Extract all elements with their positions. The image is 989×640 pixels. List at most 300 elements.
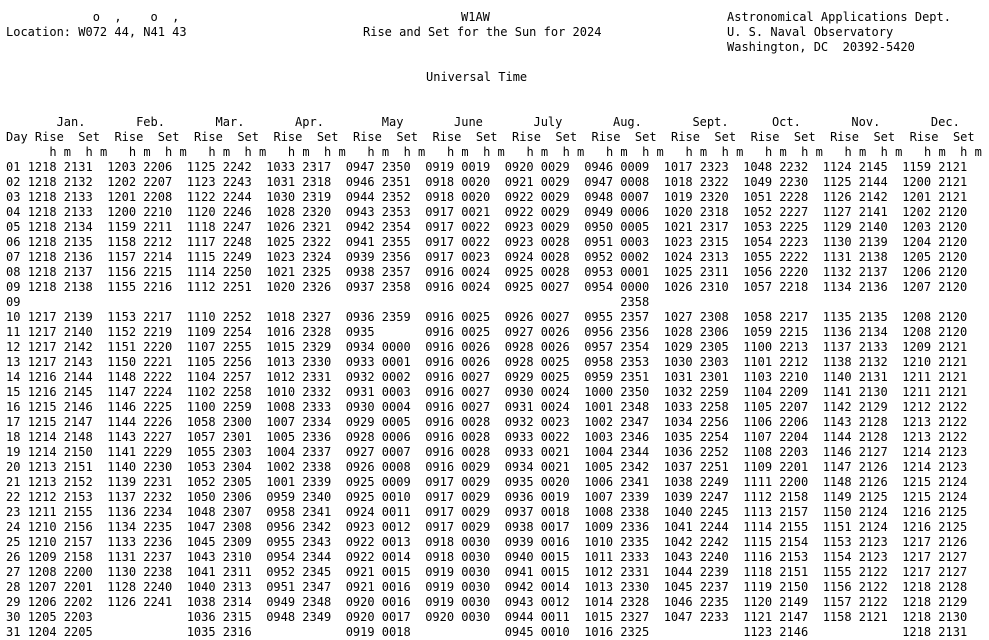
spacer [656,505,663,519]
spacer [815,250,822,264]
spacer [252,610,259,624]
spacer [888,490,895,504]
spacer [888,460,895,474]
spacer [346,130,353,144]
rise-set-cell: 0916 0027 [425,400,491,414]
rise-set-cell: 1107 2204 [743,430,809,444]
spacer [411,520,418,534]
rise-set-cell: 0934 0021 [504,460,570,474]
location: Location: W072 44, N41 43 [6,25,187,39]
rise-set-cell: 0946 0009 [584,160,650,174]
spacer [93,445,100,459]
rise-set-cell: 1118 2151 [743,565,809,579]
spacer [497,235,504,249]
spacer [93,475,100,489]
rise-set-cell: 1205 2120 [902,250,968,264]
rise-set-cell: 1107 2255 [186,340,252,354]
rise-units-6: h m [446,145,469,159]
spacer [967,370,974,384]
day-number: 24 [6,520,21,534]
spacer [179,220,186,234]
spacer [815,400,822,414]
spacer [179,190,186,204]
rise-set-cell: 1016 2328 [266,325,332,339]
rise-set-cell: 1206 2120 [902,265,968,279]
spacer [179,595,186,609]
rise-set-cell: 1158 2121 [822,610,888,624]
spacer [729,280,736,294]
rise-set-cell: 1157 2214 [107,250,173,264]
spacer [967,205,974,219]
spacer [382,130,396,144]
rise-set-cell: 1159 2121 [902,160,968,174]
spacer [338,250,345,264]
spacer [20,235,27,249]
spacer [252,460,259,474]
rise-units-7: h m [526,145,549,159]
rise-set-cell: 0928 0006 [345,430,411,444]
spacer [888,235,895,249]
spacer [570,205,577,219]
rise-set-cell: 0916 0025 [425,325,491,339]
rise-set-cell: 0921 0029 [504,175,570,189]
rise-set-cell: 0917 0021 [425,205,491,219]
rise-set-cell: 0935 [345,325,411,339]
spacer [888,160,895,174]
day-number: 16 [6,400,21,414]
spacer [497,370,504,384]
spacer [252,520,259,534]
spacer [497,175,504,189]
spacer [497,205,504,219]
table-row [6,355,968,370]
rise-set-cell: 1155 2122 [822,565,888,579]
spacer [816,130,823,144]
rise-set-cell: 1026 2310 [663,280,729,294]
spacer [20,190,27,204]
rise-set-cell: 1054 2223 [743,235,809,249]
spacer [967,580,974,594]
rise-set-cell: 1025 2311 [663,265,729,279]
spacer [179,340,186,354]
spacer [338,340,345,354]
rise-set-cell: 0921 0016 [345,580,411,594]
spacer [20,535,27,549]
spacer [570,505,577,519]
rise-set-cell: 1020 2326 [266,280,332,294]
spacer [570,280,577,294]
spacer [338,415,345,429]
spacer [179,520,186,534]
spacer [967,325,974,339]
spacer [497,415,504,429]
spacer [657,130,664,144]
spacer [888,595,895,609]
day-number: 23 [6,505,21,519]
rise-set-cell: 1142 2129 [822,400,888,414]
spacer [93,490,100,504]
set-header-10: Set [793,130,816,144]
rise-set-cell: 0929 0005 [345,415,411,429]
rise-set-cell: 1138 2132 [822,355,888,369]
spacer [729,550,736,564]
spacer [497,430,504,444]
rise-set-cell: 1143 2227 [107,430,173,444]
rise-set-cell: 1044 2239 [663,565,729,579]
rise-header-3: Rise [193,130,223,144]
spacer [411,535,418,549]
day-number: 03 [6,190,21,204]
spacer [497,475,504,489]
rise-set-cell: 0950 0005 [584,220,650,234]
rise-set-cell: 1045 2309 [186,535,252,549]
rise-set-cell: 1131 2237 [107,550,173,564]
rise-set-cell: 1104 2257 [186,370,252,384]
table-row [6,430,968,445]
spacer [20,280,27,294]
rise-set-cell: 0958 2353 [584,355,650,369]
spacer [179,325,186,339]
spacer [114,145,128,159]
rise-set-cell: 1025 2322 [266,235,332,249]
table-row [6,415,968,430]
spacer [888,250,895,264]
rise-set-cell: 1055 2222 [743,250,809,264]
spacer [252,445,259,459]
spacer [967,190,974,204]
spacer [338,445,345,459]
rise-set-cell: 1140 2131 [822,370,888,384]
spacer [273,145,287,159]
set-units-10: h m [801,145,823,159]
rise-set-cell: 1028 2320 [266,205,332,219]
spacer [20,550,27,564]
rise-set-cell: 0959 2351 [584,370,650,384]
spacer [967,220,974,234]
rise-units-11: h m [844,145,867,159]
observatory-address: Washington, DC 20392-5420 [727,40,915,54]
rise-set-cell: 1208 2200 [27,565,93,579]
rise-set-cell: 1010 2332 [266,385,332,399]
rise-set-cell: 1152 2219 [107,325,173,339]
rise-set-cell: 1215 2124 [902,475,968,489]
set-header-3: Set [237,130,259,144]
rise-set-cell: 0920 0029 [504,160,570,174]
spacer [620,130,634,144]
rise-set-cell: 1216 2125 [902,520,968,534]
rise-set-cell: 1042 2242 [663,535,729,549]
spacer [179,490,186,504]
spacer [830,145,844,159]
spacer [656,460,663,474]
spacer [411,295,418,309]
spacer [497,565,504,579]
spacer [252,295,259,309]
rise-set-cell: 0925 0028 [504,265,570,279]
table-row [6,625,968,640]
spacer [729,310,736,324]
rise-set-cell: 0944 2352 [345,190,411,204]
rise-set-cell: 1112 2251 [186,280,252,294]
spacer [20,265,27,279]
rise-set-cell: 1009 2336 [584,520,650,534]
rise-set-cell: 0939 0016 [504,535,570,549]
spacer [411,595,418,609]
rise-set-cell [28,295,93,309]
rise-set-cell: 1031 2318 [266,175,332,189]
rise-set-cell: 1127 2141 [822,205,888,219]
rise-set-cell: 1141 2130 [822,385,888,399]
spacer [20,460,27,474]
spacer [729,610,736,624]
spacer [498,130,505,144]
set-header-12: Set [952,130,975,144]
table-row [6,175,968,190]
spacer [497,400,504,414]
spacer [570,160,577,174]
spacer [823,130,830,144]
spacer [411,205,418,219]
rise-set-cell: 1112 2158 [743,490,809,504]
rise-set-cell: 1003 2346 [584,430,650,444]
spacer [787,145,801,159]
spacer [656,310,663,324]
spacer [729,565,736,579]
rise-set-cell: 0933 0001 [345,355,411,369]
table-row [6,370,968,385]
spacer [505,145,512,159]
spacer [729,625,736,639]
spacer [815,265,822,279]
set-units-8: h m [642,145,664,159]
spacer [411,400,418,414]
rise-set-cell: 1011 2333 [584,550,650,564]
rise-set-cell: 1153 2123 [822,535,888,549]
rise-set-cell: 1137 2232 [107,490,173,504]
rise-set-cell: 1012 2331 [584,565,650,579]
table-row [6,340,968,355]
rise-set-cell: 0949 2348 [266,595,332,609]
day-number: 25 [6,535,21,549]
rise-set-cell: 0957 2354 [584,340,650,354]
spacer [656,280,663,294]
spacer [729,460,736,474]
rise-set-cell: 0930 0024 [504,385,570,399]
rise-set-cell [743,295,808,309]
spacer [338,310,345,324]
rise-set-cell: 0942 2354 [345,220,411,234]
rise-set-cell: 1201 2208 [107,190,173,204]
rise-set-cell: 1041 2244 [663,520,729,534]
rise-set-cell: 1217 2127 [902,550,968,564]
rise-set-cell: 0917 0022 [425,235,491,249]
rise-set-cell: 1016 2325 [584,625,650,639]
spacer [888,280,895,294]
spacer [411,610,418,624]
rise-set-cell: 0922 0013 [345,535,411,549]
spacer [946,145,960,159]
spacer [570,490,577,504]
spacer [20,220,27,234]
spacer [252,190,259,204]
month-label-8: Aug. [591,115,671,129]
spacer [866,145,880,159]
rise-set-cell [266,625,331,639]
spacer [888,550,895,564]
spacer [656,550,663,564]
spacer [411,625,418,639]
spacer [252,415,259,429]
rise-set-cell: 0959 2340 [266,490,332,504]
set-units-6: h m [483,145,505,159]
rise-set-cell: 1106 2206 [743,415,809,429]
spacer [411,280,418,294]
rise-set-cell: 1214 2123 [902,445,968,459]
spacer [93,220,100,234]
day-number: 27 [6,565,21,579]
spacer [815,550,822,564]
spacer [93,460,100,474]
rise-units-5: h m [367,145,390,159]
spacer [179,400,186,414]
rise-set-cell: 1033 2258 [663,400,729,414]
spacer [656,580,663,594]
spacer [179,205,186,219]
location-line [6,25,959,40]
spacer [93,235,100,249]
spacer [497,580,504,594]
spacer [252,175,259,189]
rise-set-cell: 1126 2241 [107,595,173,609]
rise-set-cell: 0916 0024 [425,265,491,279]
day-number: 08 [6,265,21,279]
rise-set-cell: 1000 2350 [584,385,650,399]
rise-set-cell: 1041 2311 [186,565,252,579]
rise-set-cell: 0954 2344 [266,550,332,564]
day-number: 09 [6,295,21,309]
rise-set-cell: 0948 0007 [584,190,650,204]
spacer [815,160,822,174]
spacer [497,265,504,279]
rise-set-cell: 1143 2128 [822,415,888,429]
rise-set-cell: 1021 2317 [663,220,729,234]
spacer [20,415,27,429]
rise-units-3: h m [208,145,231,159]
rise-set-cell: 0916 0026 [425,355,491,369]
spacer [888,400,895,414]
spacer [93,310,100,324]
rise-set-cell: 1019 2320 [663,190,729,204]
rise-set-cell: 1156 2122 [822,580,888,594]
rise-set-cell: 1032 2259 [663,385,729,399]
spacer [411,490,418,504]
spacer [656,235,663,249]
rise-set-cell: 1218 2138 [27,280,93,294]
rise-set-cell: 1139 2231 [107,475,173,489]
rise-set-cell: 0918 0030 [425,550,491,564]
spacer [252,355,259,369]
spacer [497,550,504,564]
set-units-11: h m [880,145,903,159]
rise-set-cell: 1035 2254 [663,430,729,444]
spacer [432,145,446,159]
spacer [729,595,736,609]
rise-set-cell: 1038 2314 [186,595,252,609]
rise-set-cell: 0947 2350 [345,160,411,174]
spacer [425,130,432,144]
spacer [570,175,577,189]
rise-set-cell: 1048 2307 [186,505,252,519]
spacer [729,520,736,534]
rise-set-cell: 1045 2237 [663,580,729,594]
spacer [967,475,974,489]
rise-set-cell: 1129 2140 [822,220,888,234]
rise-set-cell: 0944 0011 [504,610,570,624]
spacer [815,385,822,399]
spacer [93,610,100,624]
spacer [888,325,895,339]
rise-set-cell: 1030 2303 [663,355,729,369]
rise-set-cell: 0916 0026 [425,340,491,354]
rise-set-cell: 1015 2329 [266,340,332,354]
spacer [888,220,895,234]
rise-set-cell: 0916 0029 [425,460,491,474]
rise-set-cell: 1211 2121 [902,385,968,399]
spacer [570,190,577,204]
rise-units-10: h m [765,145,787,159]
rise-set-cell [187,295,252,309]
day-number: 02 [6,175,21,189]
rise-set-cell: 1212 2153 [27,490,93,504]
spacer [570,355,577,369]
rise-set-cell: 1215 2124 [902,490,968,504]
spacer [179,370,186,384]
rise-set-cell: 0947 0008 [584,175,650,189]
spacer [179,355,186,369]
rise-set-cell: 1128 2240 [107,580,173,594]
rise-set-cell: 1014 2328 [584,595,650,609]
spacer [815,610,822,624]
rise-set-cell: 1154 2123 [822,550,888,564]
spacer [338,535,345,549]
rise-set-cell: 1123 2146 [743,625,809,639]
spacer [902,145,909,159]
month-label-2: Feb. [114,115,194,129]
set-header-2: Set [157,130,180,144]
spacer [815,415,822,429]
spacer [93,505,100,519]
rise-set-cell: 0933 0022 [504,430,570,444]
spacer [411,580,418,594]
table-row [6,265,968,280]
day-number: 30 [6,610,21,624]
day-number: 09 [6,280,21,294]
rise-set-cell: 0930 0004 [345,400,411,414]
rise-set-cell: 1117 2248 [186,235,252,249]
rise-set-cell: 1216 2144 [27,370,93,384]
spacer [143,130,157,144]
rise-set-cell: 0919 0030 [425,580,491,594]
rise-set-cell: 0918 0020 [425,190,491,204]
rise-set-cell: 1007 2334 [266,415,332,429]
spacer [570,340,577,354]
spacer [252,490,259,504]
spacer [967,250,974,264]
rise-set-cell: 0928 0026 [504,340,570,354]
rise-set-cell: 0937 0018 [504,505,570,519]
spacer [729,400,736,414]
rise-set-cell: 0922 0014 [345,550,411,564]
